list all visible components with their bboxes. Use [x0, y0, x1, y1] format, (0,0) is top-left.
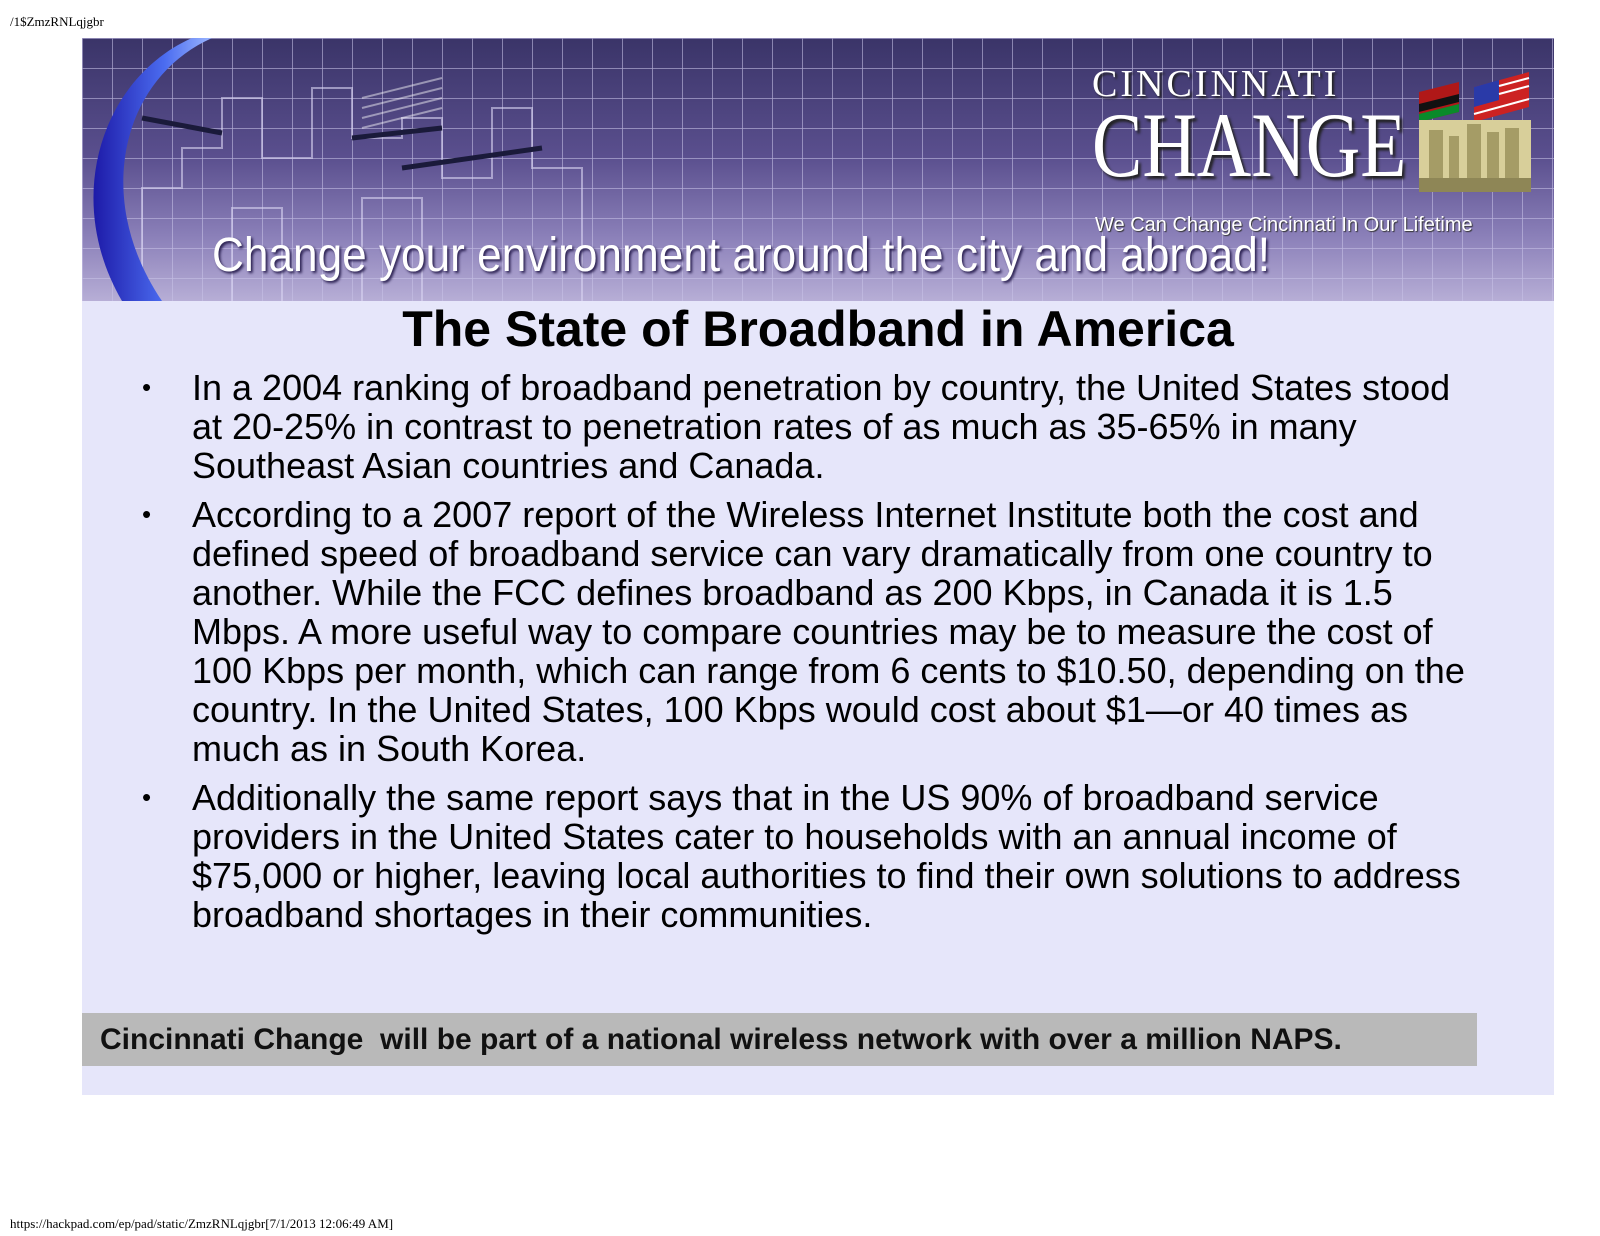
page-footer-url: https://hackpad.com/ep/pad/static/ZmzRNLqjgbr[7/1/2013 12:06:49 AM] [10, 1216, 394, 1231]
bullet-text: Additionally the same report says that in the US 90% of broadband service providers in the United States cater to households with an annual income of $75,000 or higher, leaving local authorities to find their own solutions to address broadband shortages in their communities. [192, 777, 1461, 935]
banner-slogan: Change your environment around the city and abroad! [212, 229, 1271, 282]
logo-wordmark-main: CHANGE [1092, 94, 1407, 196]
bullet-text: In a 2004 ranking of broadband penetration by country, the United States stood at 20-25% in contrast to penetration rates of as much as 35-65% in many Southeast Asian countries and Canada. [192, 367, 1451, 486]
skyline-flag-icon [1419, 72, 1531, 192]
bullet-item [142, 368, 1482, 485]
footer-text: Cincinnati Change will be part of a national wireless network with over a million NAPS. [100, 1023, 1342, 1056]
page-header-url: /1$ZmzRNLqjgbr [10, 14, 104, 29]
cincinnati-change-logo [1092, 62, 1542, 236]
logo-wordmark-top: CINCINNATI [1092, 63, 1340, 105]
bullet-text: According to a 2007 report of the Wireless Internet Institute both the cost and defined speed of broadband service can vary dramatically from one country to another. While the FCC defines broadband as 200 Kbps, in Canada it is 1.5 Mbps. A more useful way to compare countries may be to measure the cost of 100 Kbps per month, which can range from 6 cents to $10.50, depending on the country. In the United States, 100 Kbps would cost about $1—or 40 times as much as in South Korea. [192, 494, 1465, 769]
bullet-list [142, 368, 1482, 944]
banner [82, 38, 1554, 301]
bullet-icon: • [142, 499, 152, 529]
footer-banner [82, 1013, 1477, 1066]
bullet-item [142, 495, 1482, 768]
bullet-item [142, 778, 1482, 934]
bullet-icon: • [142, 372, 152, 402]
logo-tagline: We Can Change Cincinnati In Our Lifetime [1095, 214, 1473, 236]
slide-title: The State of Broadband in America [402, 301, 1234, 357]
bullet-icon: • [142, 782, 152, 812]
slide [82, 38, 1554, 1095]
